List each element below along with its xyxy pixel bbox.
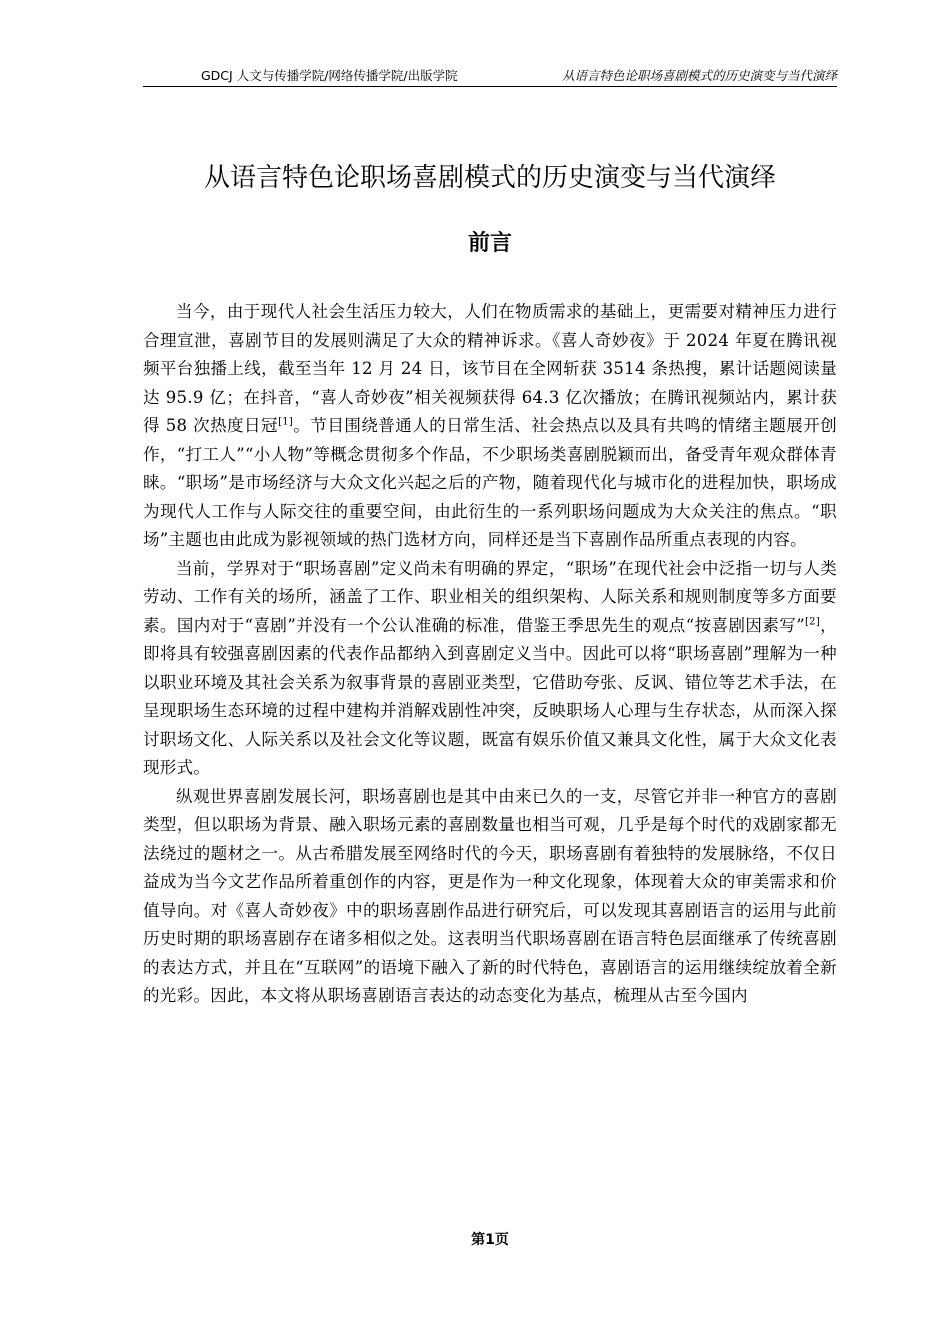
section-heading-preface: 前言 — [467, 231, 512, 256]
paragraph-3-text: 纵观世界喜剧发展长河，职场喜剧也是其中由来已久的一支，尽管它并非一种官方的喜剧类型，但以职场为背景、融入职场元素的喜剧数量也相当可观，几乎是每个时代的戏剧家都无法绕过的题材之一。从古希腊发展至网络时代的今天，职场喜剧有着独特的发展脉络，不仅日益成为当今文艺作品所着重创作的内容，更是作为一种文化现象，体现着大众的审美需求和价值导向。对《喜人奇妙夜》中的职场喜剧作品进行研究后，可以发现其喜剧语言的运用与此前历史时期的职场喜剧存在诸多相似之处。这表明当代职场喜剧在语言特色层面继承了传统喜剧的表达方式，并且在“互联网”的语境下融入了新的时代特色，喜剧语言的运用继续绽放着全新的光彩。因此，本文将从职场喜剧语言表达的动态变化为基点，梳理从古至今国内 — [143, 786, 837, 1005]
header-institution: GDCJ 人文与传播学院/网络传播学院/出版学院 — [201, 68, 458, 83]
paper-title: 从语言特色论职场喜剧模式的历史演变与当代演绎 — [203, 163, 776, 193]
header-paper-title: 从语言特色论职场喜剧模式的历史演变与当代演绎 — [561, 68, 837, 83]
citation-1: [1] — [278, 416, 294, 428]
running-header — [143, 66, 837, 87]
citation-2: [2] — [804, 616, 821, 627]
paragraph-2-text-b: ，即将具有较强喜剧因素的代表作品都纳入到喜剧定义当中。因此可以将“职场喜剧”理解为一种以职业环境及其社会关系为叙事背景的喜剧亚类型，它借助夸张、反讽、错位等艺术手法，在呈现职场生态环境的过程中建构并消解戏剧性冲突，反映职场人心理与生存状态，从而深入探讨职场文化、人际关系以及社会文化等议题，既富有娱乐价值又兼具文化性，属于大众文化表现形式。 — [143, 615, 837, 777]
paragraph-2-text-a: 当前，学界对于“职场喜剧”定义尚未有明确的界定，“职场”在现代社会中泛指一切与人类劳动、工作有关的场所，涵盖了工作、职业相关的组织架构、人际关系和规则制度等多方面要素。国内对于“喜剧”并没有一个公认准确的标准，借鉴王季思先生的观点“按喜剧因素写” — [143, 558, 837, 635]
paragraph-3 — [143, 783, 837, 1011]
paragraph-1-text-a: 当今，由于现代人社会生活压力较大，人们在物质需求的基础上，更需要对精神压力进行合理宣泄，喜剧节目的发展则满足了大众的精神诉求。《喜人奇妙夜》于 2024 年夏在腾讯视频平台独播上线，截至当年 12 月 24 日，该节目在全网斩获 3514 条热搜，累计话题阅读量达 95.9 亿；在抖音，“喜人奇妙夜”相关视频获得 64.3 亿次播放；在腾讯视频站内，累计获得 58 次热度日冠 — [143, 302, 837, 435]
body-text — [143, 298, 837, 1011]
paragraph-1 — [143, 298, 837, 555]
paragraph-1-text-b: 。节目围绕普通人的日常生活、社会热点以及具有共鸣的情绪主题展开创作，“打工人”“小人物”等概念贯彻多个作品，不少职场类喜剧脱颖而出，备受青年观众群体青睐。“职场”是市场经济与大众文化兴起之后的产物，随着现代化与城市化的进程加快，职场成为现代人工作与人际交往的重要空间，由此衍生的一系列职场问题成为大众关注的焦点。“职场”主题也由此成为影视领域的热门选材方向，同样还是当下喜剧作品所重点表现的内容。 — [143, 416, 837, 549]
paragraph-2 — [143, 555, 837, 783]
page-number: 第1页 — [471, 1232, 509, 1248]
